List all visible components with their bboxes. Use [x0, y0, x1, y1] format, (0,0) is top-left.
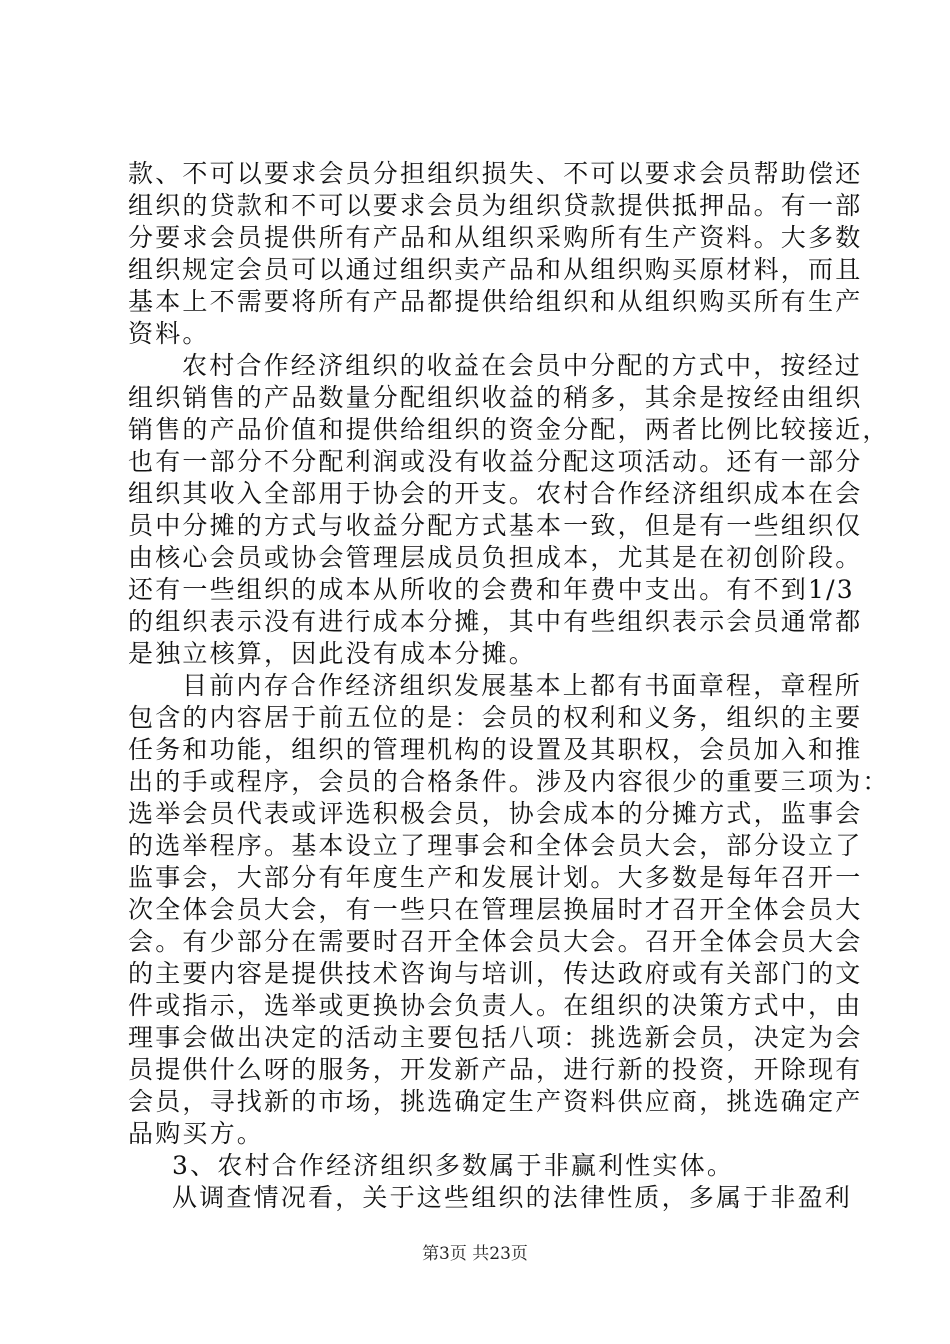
paragraph-start-line: 目前内存合作经济组织发展基本上都有书面章程，章程所 [182, 671, 863, 700]
text-line: 的主要内容是提供技术咨询与培训，传达政府或有关部门的文 [128, 959, 863, 988]
text-line: 组织的贷款和不可以要求会员为组织贷款提供抵押品。有一部 [128, 191, 863, 220]
text-line: 的组织表示没有进行成本分摊，其中有些组织表示会员通常都 [128, 607, 863, 636]
text-line: 分要求会员提供所有产品和从组织采购所有生产资料。大多数 [128, 223, 863, 252]
text-line: 包含的内容居于前五位的是：会员的权利和义务，组织的主要 [128, 703, 863, 732]
text-line: 还有一些组织的成本从所收的会费和年费中支出。有不到1/3 [128, 575, 855, 604]
text-line: 任务和功能，组织的管理机构的设置及其职权，会员加入和推 [128, 735, 863, 764]
page-footer: 第3页 共23页 [422, 1244, 528, 1264]
text-line: 款、不可以要求会员分担组织损失、不可以要求会员帮助偿还 [128, 159, 863, 188]
text-line: 组织规定会员可以通过组织卖产品和从组织购买原材料，而且 [128, 255, 863, 284]
text-line: 会员，寻找新的市场，挑选确定生产资料供应商，挑选确定产 [128, 1087, 863, 1116]
body-text [128, 158, 890, 1214]
text-line: 组织销售的产品数量分配组织收益的稍多，其余是按经由组织 [128, 383, 863, 412]
text-line: 次全体会员大会，有一些只在管理层换届时才召开全体会员大 [128, 895, 863, 924]
text-line: 的选举程序。基本设立了理事会和全体会员大会，部分设立了 [128, 831, 863, 860]
text-line: 监事会，大部分有年度生产和发展计划。大多数是每年召开一 [128, 863, 863, 892]
text-line: 出的手或程序，会员的合格条件。涉及内容很少的重要三项为： [128, 767, 890, 796]
text-line: 品购买方。 [128, 1119, 265, 1148]
text-line: 基本上不需要将所有产品都提供给组织和从组织购买所有生产 [128, 287, 863, 316]
text-line: 件或指示，选举或更换协会负责人。在组织的决策方式中，由 [128, 991, 863, 1020]
text-line: 会。有少部分在需要时召开全体会员大会。召开全体会员大会 [128, 927, 863, 956]
section-heading: 3、农村合作经济组织多数属于非赢利性实体。 [172, 1151, 735, 1180]
text-line: 由核心会员或协会管理层成员负担成本，尤其是在初创阶段。 [128, 543, 863, 572]
text-line: 理事会做出决定的活动主要包括八项：挑选新会员，决定为会 [128, 1023, 863, 1052]
text-line: 组织其收入全部用于协会的开支。农村合作经济组织成本在会 [128, 479, 863, 508]
paragraph-start-line: 农村合作经济组织的收益在会员中分配的方式中，按经过 [182, 351, 863, 380]
text-line: 员提供什么呀的服务，开发新产品，进行新的投资，开除现有 [128, 1055, 863, 1084]
text-line: 销售的产品价值和提供给组织的资金分配，两者比例比较接近， [128, 415, 890, 444]
text-line: 资料。 [128, 319, 210, 348]
text-line: 是独立核算，因此没有成本分摊。 [128, 639, 537, 668]
text-line: 员中分摊的方式与收益分配方式基本一致，但是有一些组织仅 [128, 511, 863, 540]
text-line: 选举会员代表或评选积极会员，协会成本的分摊方式，监事会 [128, 799, 863, 828]
text-line: 也有一部分不分配利润或没有收益分配这项活动。还有一部分 [128, 447, 863, 476]
paragraph-start-line: 从调查情况看，关于这些组织的法律性质，多属于非盈利 [172, 1183, 853, 1212]
